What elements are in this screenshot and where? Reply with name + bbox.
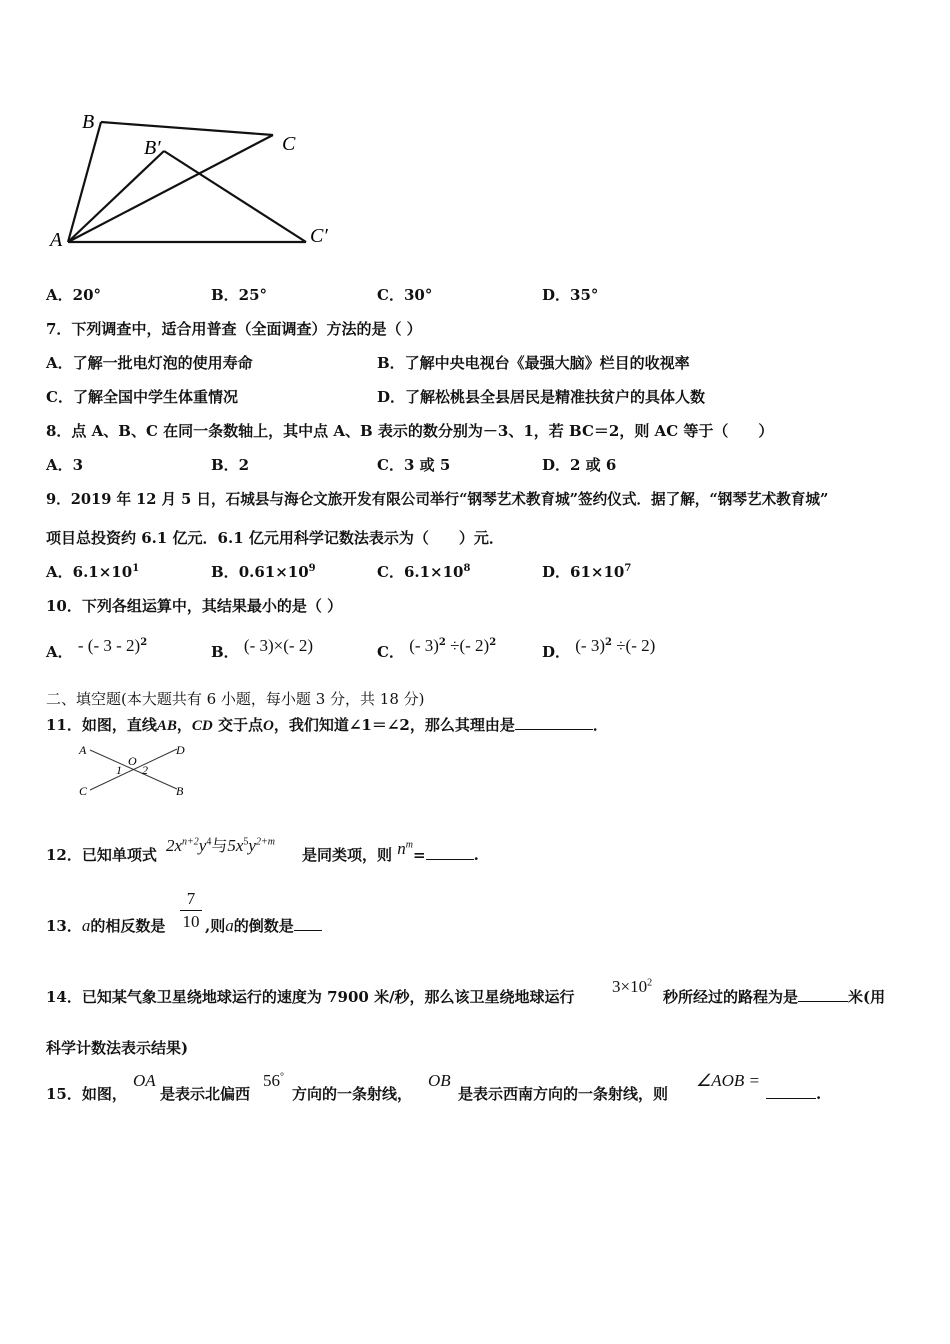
q13-text1: 的相反数是 [90,917,166,935]
q13-text3: 的倒数是 [233,917,294,935]
q6-option-d: D．35° [542,286,599,304]
q14-text2-line [663,987,885,1007]
label-b: B [82,111,95,133]
segment-bc [101,122,273,135]
q15-oa: OA [133,1071,156,1090]
q11-end: ． [592,716,608,734]
q12-n: n [397,839,406,858]
q10-option-c [377,636,497,661]
q15-end: . [816,1085,822,1103]
q12-end: . [473,846,479,864]
q15-text2: 方向的一条射线， [292,1085,413,1103]
q10-option-d-letter: D． [542,643,571,661]
label-b-prime: B′ [144,137,161,159]
q8-option-b: B．2 [211,456,250,474]
q13-stem-2 [205,916,322,936]
q10-option-c-exp2: 2 [489,637,497,648]
q14-answer-blank[interactable] [798,987,848,1002]
segment-ab [68,122,101,242]
q11-ab: AB [156,718,177,734]
q10-option-a-letter: A． [46,643,73,661]
q15-ob: OB [428,1071,451,1090]
q10-option-d-mid: ÷(- 2) [611,636,656,655]
q13-answer-blank[interactable] [294,916,322,931]
q13-stem [46,916,165,936]
q13-a2: a [225,916,234,935]
q10-option-d-exp: 2 [604,637,612,648]
q11-sep: ， [176,716,192,734]
q7-option-d: D．了解松桃县全县居民是精准扶贫户的具体人数 [377,388,706,406]
q14-power [612,977,652,997]
q12-answer-blank[interactable] [426,845,474,860]
q8-option-a: A．3 [46,456,84,474]
q14-text3: 米(用 [848,988,886,1006]
label-a: A [50,229,63,251]
q15-angle [263,1071,284,1091]
segment-b-prime-c-prime [164,151,306,242]
q9-option-c-letter: C． [377,563,404,581]
q6-option-b: B．25° [211,286,268,304]
q7-option-c: C．了解全国中学生体重情况 [46,388,238,406]
section-2-heading: 二、填空题(本大题共有 6 小题，每小题 3 分，共 18 分) [46,690,425,708]
segment-ab-prime [68,151,164,242]
q9-option-c-base: 6.1×10 [403,563,464,581]
q14-power-base: 3×10 [612,977,648,996]
label-c: C [282,133,296,155]
q13-a: a [81,916,91,935]
q13-fraction [178,889,204,932]
q13-text2: ,则 [205,917,226,935]
q15-answer-line [766,1084,821,1104]
q9-option-a-exp: 1 [132,563,140,574]
q9-option-b-base: 0.61×10 [238,563,309,581]
q10-option-c-letter: C． [377,643,404,661]
q14-text1: 14．已知某气象卫星绕地球运行的速度为 7900 米/秒，那么该卫星绕地球运行 [46,988,575,1006]
q7-option-a: A．了解一批电灯泡的使用寿命 [46,354,253,372]
q11-o: O [262,718,274,734]
q10-option-d [542,636,656,661]
q10-stem: 10．下列各组运算中，其结果最小的是（ ） [46,597,343,615]
label-o: O [128,754,137,768]
intersecting-lines-figure [74,740,194,802]
q9-option-d [542,562,631,582]
q12-eq: = [412,846,426,864]
q12-rest [302,839,479,865]
q10-option-c-mid: ÷(- 2) [445,636,490,655]
q15-prefix: 15．如图， [46,1085,127,1103]
q12-ey2: 2+m [255,836,275,848]
q9-stem-line1: 9．2019 年 12 月 5 日，石城县与海仑文旅开发有限公司举行“钢琴艺术教育城”签约仪式．据了解，“钢琴艺术教育城” [46,491,829,508]
q11-stem [46,715,608,736]
label-d: D [176,743,185,757]
q10-option-c-expr: (- 3) [409,636,439,655]
q12-mid: 是同类项，则 [302,846,393,864]
q10-option-a-exp: 2 [140,637,148,648]
q11-answer-blank[interactable] [515,715,593,730]
q14-text2: 秒所经过的路程为是 [663,988,799,1006]
q9-option-a-letter: A． [46,563,73,581]
q15-answer-blank[interactable] [766,1084,816,1099]
q13-numerator: 7 [186,889,196,908]
q10-option-c-exp: 2 [438,637,446,648]
q8-option-c: C．3 或 5 [377,456,451,474]
q15-text3: 是表示西南方向的一条射线，则 [458,1085,669,1103]
q9-option-a-base: 6.1×10 [72,563,133,581]
q12-nm [397,839,413,858]
q12-y1: y [198,836,207,855]
q7-stem: 7．下列调查中，适合用普查（全面调查）方法的是（ ） [46,320,422,338]
q12-exp1: n+2 [182,836,199,848]
q12-y2: y [248,836,256,855]
q12-prefix: 12．已知单项式 [46,846,157,864]
segment-ac [68,135,273,242]
q8-stem: 8．点 A、B、C 在同一条数轴上，其中点 A、B 表示的数分别为－3、1，若 BC＝2，则 AC 等于（ ） [46,422,774,440]
q9-option-c-exp: 8 [463,563,471,574]
q6-option-a: A．20° [46,286,102,304]
q7-option-b: B．了解中央电视台《最强大脑》栏目的收视率 [377,354,690,372]
label-b: B [176,784,184,798]
q14-line2: 科学计数法表示结果) [46,1039,189,1057]
q9-option-d-base: 61×10 [570,563,625,581]
q13-fraction-bar [180,910,202,911]
q10-option-a-expr: - (- 3 - 2) [77,636,141,655]
q12-conj: 与 [211,838,228,855]
q12-ey1: 4 [206,836,212,848]
q13-prefix: 13． [46,917,82,935]
q9-option-d-letter: D． [542,563,571,581]
q11-prefix: 11．如图，直线 [46,716,157,734]
q9-stem-line2: 项目总投资约 6.1 亿元．6.1 亿元用科学记数法表示为（ ）元． [46,529,504,547]
q11-tail: ，我们知道∠1＝∠2，那么其理由是 [273,716,515,734]
q10-option-b-expr: (- 3)×(- 2) [243,636,313,655]
q12-coef2: 5x [227,836,244,855]
q9-option-a [46,562,139,582]
q14-power-exp: 2 [647,977,653,989]
q11-cd: CD [191,718,213,734]
q9-option-b-letter: B． [211,563,239,581]
q6-option-c: C．30° [377,286,433,304]
label-2: 2 [142,763,148,777]
q12-monomial-1 [166,836,275,857]
q8-option-d: D．2 或 6 [542,456,617,474]
q10-option-d-expr: (- 3) [575,636,605,655]
q13-denominator: 10 [182,912,200,931]
q12-m: m [405,839,413,851]
label-1: 1 [116,763,122,777]
triangle-rotation-figure [40,100,350,260]
label-a: A [79,743,87,757]
q12-coef1: 2x [166,836,183,855]
q9-option-c [377,562,470,582]
q9-option-b [211,562,316,582]
q10-option-b-letter: B． [211,643,239,661]
q12-exp2: 5 [243,836,249,848]
label-c: C [79,784,88,798]
q15-angle-degree: ° [280,1071,284,1083]
label-c-prime: C′ [310,225,328,247]
q9-option-b-exp: 9 [308,563,316,574]
q15-angle-value: 56 [263,1071,280,1090]
q9-option-d-exp: 7 [624,563,632,574]
q10-option-a [46,636,148,661]
q10-option-b [211,636,313,661]
q11-mid: 交于点 [212,716,263,734]
q15-aob: ∠AOB = [696,1071,761,1090]
q15-text1: 是表示北偏西 [160,1085,251,1103]
